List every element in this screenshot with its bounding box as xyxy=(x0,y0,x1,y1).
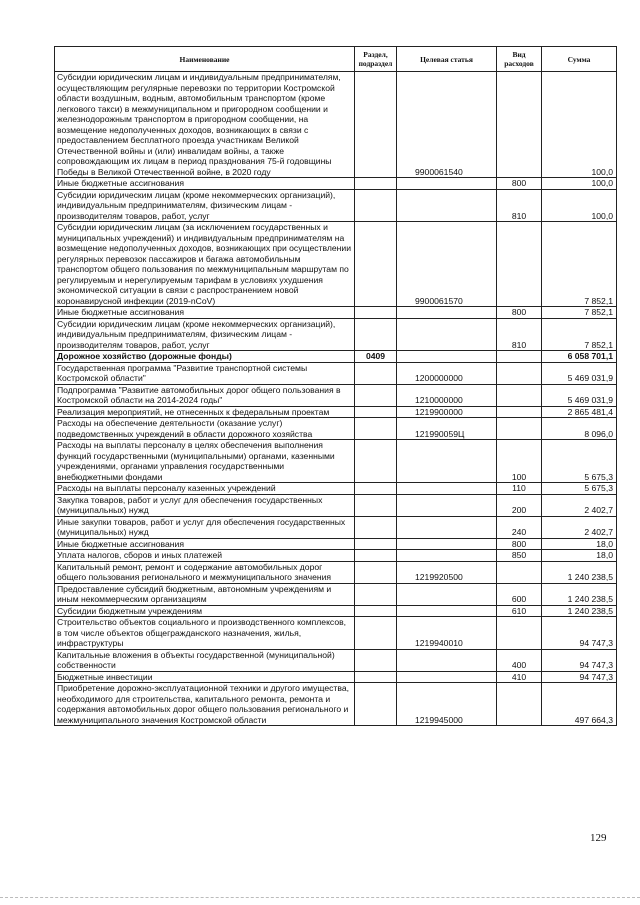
row-kind-cell xyxy=(497,683,542,726)
row-target-cell xyxy=(397,318,497,351)
row-sum-cell: 5 469 031,9 xyxy=(542,362,617,384)
row-section-cell xyxy=(355,440,397,483)
row-section-cell xyxy=(355,617,397,650)
table-row xyxy=(55,178,617,190)
row-target-cell: 9900061540 xyxy=(397,72,497,178)
table-row xyxy=(55,189,617,222)
row-target-cell xyxy=(397,605,497,617)
row-section-cell xyxy=(355,583,397,605)
row-name-cell: Расходы на обеспечение деятельности (оказание услуг) подведомственных учреждений в области дорожного хозяйства xyxy=(55,418,355,440)
row-target-cell: 1219900000 xyxy=(397,406,497,418)
row-name-cell: Иные бюджетные ассигнования xyxy=(55,307,355,319)
table-row xyxy=(55,351,617,363)
table-row xyxy=(55,538,617,550)
row-section-cell xyxy=(355,189,397,222)
header-target: Целевая статья xyxy=(397,47,497,72)
row-target-cell xyxy=(397,440,497,483)
row-section-cell xyxy=(355,671,397,683)
row-name-cell: Субсидии бюджетным учреждениям xyxy=(55,605,355,617)
table-row xyxy=(55,583,617,605)
row-kind-cell: 850 xyxy=(497,550,542,562)
row-kind-cell xyxy=(497,351,542,363)
row-sum-cell: 7 852,1 xyxy=(542,318,617,351)
row-kind-cell xyxy=(497,617,542,650)
row-target-cell xyxy=(397,550,497,562)
row-section-cell xyxy=(355,178,397,190)
row-section-cell xyxy=(355,494,397,516)
row-section-cell xyxy=(355,418,397,440)
row-sum-cell: 6 058 701,1 xyxy=(542,351,617,363)
row-name-cell: Субсидии юридическим лицам (кроме некоммерческих организаций), индивидуальным предпринимателям, физическим лицам - производителям товаров, работ, услуг xyxy=(55,189,355,222)
header-name: Наименование xyxy=(55,47,355,72)
row-target-cell xyxy=(397,538,497,550)
row-kind-cell: 400 xyxy=(497,649,542,671)
table-row xyxy=(55,494,617,516)
row-target-cell: 1219945000 xyxy=(397,683,497,726)
row-name-cell: Государственная программа "Развитие транспортной системы Костромской области" xyxy=(55,362,355,384)
table-row xyxy=(55,72,617,178)
row-name-cell: Предоставление субсидий бюджетным, автономным учреждениям и иным некоммерческим организациям xyxy=(55,583,355,605)
row-kind-cell xyxy=(497,362,542,384)
row-sum-cell: 7 852,1 xyxy=(542,307,617,319)
table-header-row xyxy=(55,47,617,72)
row-name-cell: Капитальные вложения в объекты государственной (муниципальной) собственности xyxy=(55,649,355,671)
row-kind-cell: 200 xyxy=(497,494,542,516)
row-target-cell xyxy=(397,483,497,495)
row-target-cell xyxy=(397,583,497,605)
table-row xyxy=(55,418,617,440)
table-row xyxy=(55,649,617,671)
row-kind-cell: 240 xyxy=(497,516,542,538)
row-sum-cell: 497 664,3 xyxy=(542,683,617,726)
row-kind-cell: 800 xyxy=(497,307,542,319)
header-sum: Сумма xyxy=(542,47,617,72)
row-sum-cell: 5 675,3 xyxy=(542,483,617,495)
row-name-cell: Закупка товаров, работ и услуг для обеспечения государственных (муниципальных) нужд xyxy=(55,494,355,516)
row-sum-cell: 2 402,7 xyxy=(542,494,617,516)
row-section-cell xyxy=(355,362,397,384)
row-section-cell: 0409 xyxy=(355,351,397,363)
row-target-cell: 1200000000 xyxy=(397,362,497,384)
row-name-cell: Приобретение дорожно-эксплуатационной техники и другого имущества, необходимого для строительства, капитального ремонта, ремонта и содержания автомобильных дорог общего пользования регионального и межмуниципального значения Костромской области xyxy=(55,683,355,726)
table-row xyxy=(55,483,617,495)
row-kind-cell xyxy=(497,406,542,418)
row-section-cell xyxy=(355,318,397,351)
row-name-cell: Дорожное хозяйство (дорожные фонды) xyxy=(55,351,355,363)
table-row xyxy=(55,605,617,617)
row-target-cell: 121990059Ц xyxy=(397,418,497,440)
row-kind-cell: 410 xyxy=(497,671,542,683)
row-kind-cell: 810 xyxy=(497,318,542,351)
row-kind-cell: 110 xyxy=(497,483,542,495)
row-target-cell xyxy=(397,649,497,671)
row-kind-cell: 100 xyxy=(497,440,542,483)
row-target-cell xyxy=(397,671,497,683)
row-name-cell: Иные закупки товаров, работ и услуг для обеспечения государственных (муниципальных) нужд xyxy=(55,516,355,538)
page-bottom-rule xyxy=(0,897,640,898)
row-kind-cell: 810 xyxy=(497,189,542,222)
row-target-cell: 1219940010 xyxy=(397,617,497,650)
row-target-cell xyxy=(397,516,497,538)
table-row xyxy=(55,406,617,418)
row-sum-cell: 2 865 481,4 xyxy=(542,406,617,418)
table-row xyxy=(55,440,617,483)
row-section-cell xyxy=(355,516,397,538)
row-section-cell xyxy=(355,683,397,726)
table-row xyxy=(55,683,617,726)
row-target-cell xyxy=(397,494,497,516)
header-kind: Вид расходов xyxy=(497,47,542,72)
row-section-cell xyxy=(355,550,397,562)
row-name-cell: Уплата налогов, сборов и иных платежей xyxy=(55,550,355,562)
row-kind-cell xyxy=(497,384,542,406)
row-target-cell xyxy=(397,307,497,319)
row-name-cell: Иные бюджетные ассигнования xyxy=(55,178,355,190)
table-row xyxy=(55,671,617,683)
row-section-cell xyxy=(355,561,397,583)
table-row xyxy=(55,362,617,384)
row-name-cell: Расходы на выплаты персоналу в целях обеспечения выполнения функций государственными (муниципальными) органами, казенными учреждениями, органами управления государственными внебюджетными фондами xyxy=(55,440,355,483)
row-name-cell: Иные бюджетные ассигнования xyxy=(55,538,355,550)
row-sum-cell: 2 402,7 xyxy=(542,516,617,538)
row-section-cell xyxy=(355,384,397,406)
row-section-cell xyxy=(355,649,397,671)
row-sum-cell: 18,0 xyxy=(542,538,617,550)
row-sum-cell: 100,0 xyxy=(542,178,617,190)
row-kind-cell xyxy=(497,561,542,583)
row-section-cell xyxy=(355,222,397,307)
row-kind-cell xyxy=(497,72,542,178)
row-sum-cell: 100,0 xyxy=(542,72,617,178)
table-row xyxy=(55,307,617,319)
budget-table xyxy=(54,46,617,726)
row-section-cell xyxy=(355,605,397,617)
row-sum-cell: 5 675,3 xyxy=(542,440,617,483)
row-name-cell: Реализация мероприятий, не отнесенных к федеральным проектам xyxy=(55,406,355,418)
row-kind-cell: 800 xyxy=(497,538,542,550)
table-row xyxy=(55,516,617,538)
table-row xyxy=(55,617,617,650)
budget-table-container xyxy=(54,46,616,726)
row-kind-cell: 800 xyxy=(497,178,542,190)
row-kind-cell xyxy=(497,222,542,307)
row-sum-cell: 94 747,3 xyxy=(542,671,617,683)
table-row xyxy=(55,222,617,307)
row-section-cell xyxy=(355,406,397,418)
table-row xyxy=(55,561,617,583)
row-target-cell xyxy=(397,189,497,222)
row-sum-cell: 1 240 238,5 xyxy=(542,583,617,605)
row-section-cell xyxy=(355,72,397,178)
row-sum-cell: 7 852,1 xyxy=(542,222,617,307)
row-name-cell: Капитальный ремонт, ремонт и содержание автомобильных дорог общего пользования регионального и межмуниципального значения xyxy=(55,561,355,583)
row-sum-cell: 100,0 xyxy=(542,189,617,222)
row-name-cell: Субсидии юридическим лицам и индивидуальным предпринимателям, осуществляющим регулярные перевозки по территории Костромской области воздушным, водным, автомобильным транспортом (кроме легкового такси) в межмуниципальном и пригородном сообщении и железнодорожным транспортом в пригородном сообщении, на возмещение недополученных доходов, возникающих в связи с предоставлением бесплатного проезда участникам Великой Отечественной войны и (или) инвалидам войны, а также сопровождающим их лицам в период празднования 75-й годовщины Победы в Великой Отечественной войне, в 2020 году xyxy=(55,72,355,178)
row-section-cell xyxy=(355,538,397,550)
table-row xyxy=(55,318,617,351)
table-row xyxy=(55,384,617,406)
header-section: Раздел, подраздел xyxy=(355,47,397,72)
row-section-cell xyxy=(355,483,397,495)
row-name-cell: Субсидии юридическим лицам (кроме некоммерческих организаций), индивидуальным предпринимателям, физическим лицам - производителям товаров, работ, услуг xyxy=(55,318,355,351)
row-kind-cell: 610 xyxy=(497,605,542,617)
row-name-cell: Субсидии юридическим лицам (за исключением государственных и муниципальных учреждений) и индивидуальным предпринимателям на возмещение недополученных доходов, возникающих при осуществлении регулярных перевозок пассажиров и багажа автомобильным транспортом общего пользования по межмуниципальным маршрутам по регулируемым и нерегулируемым тарифам в условиях ухудшения экономической ситуации в связи с распространением новой коронавирусной инфекции (2019-nCoV) xyxy=(55,222,355,307)
row-name-cell: Расходы на выплаты персоналу казенных учреждений xyxy=(55,483,355,495)
row-target-cell xyxy=(397,178,497,190)
page-number: 129 xyxy=(590,832,607,844)
row-sum-cell: 5 469 031,9 xyxy=(542,384,617,406)
table-row xyxy=(55,550,617,562)
row-target-cell xyxy=(397,351,497,363)
row-sum-cell: 18,0 xyxy=(542,550,617,562)
row-target-cell: 9900061570 xyxy=(397,222,497,307)
row-kind-cell: 600 xyxy=(497,583,542,605)
row-target-cell: 1219920500 xyxy=(397,561,497,583)
row-section-cell xyxy=(355,307,397,319)
row-sum-cell: 1 240 238,5 xyxy=(542,605,617,617)
row-name-cell: Бюджетные инвестиции xyxy=(55,671,355,683)
row-name-cell: Строительство объектов социального и производственного комплексов, в том числе объектов общегражданского назначения, жилья, инфраструктуры xyxy=(55,617,355,650)
row-sum-cell: 8 096,0 xyxy=(542,418,617,440)
row-sum-cell: 94 747,3 xyxy=(542,649,617,671)
row-kind-cell xyxy=(497,418,542,440)
row-sum-cell: 94 747,3 xyxy=(542,617,617,650)
row-target-cell: 1210000000 xyxy=(397,384,497,406)
row-name-cell: Подпрограмма "Развитие автомобильных дорог общего пользования в Костромской области на 2014-2024 годы" xyxy=(55,384,355,406)
row-sum-cell: 1 240 238,5 xyxy=(542,561,617,583)
